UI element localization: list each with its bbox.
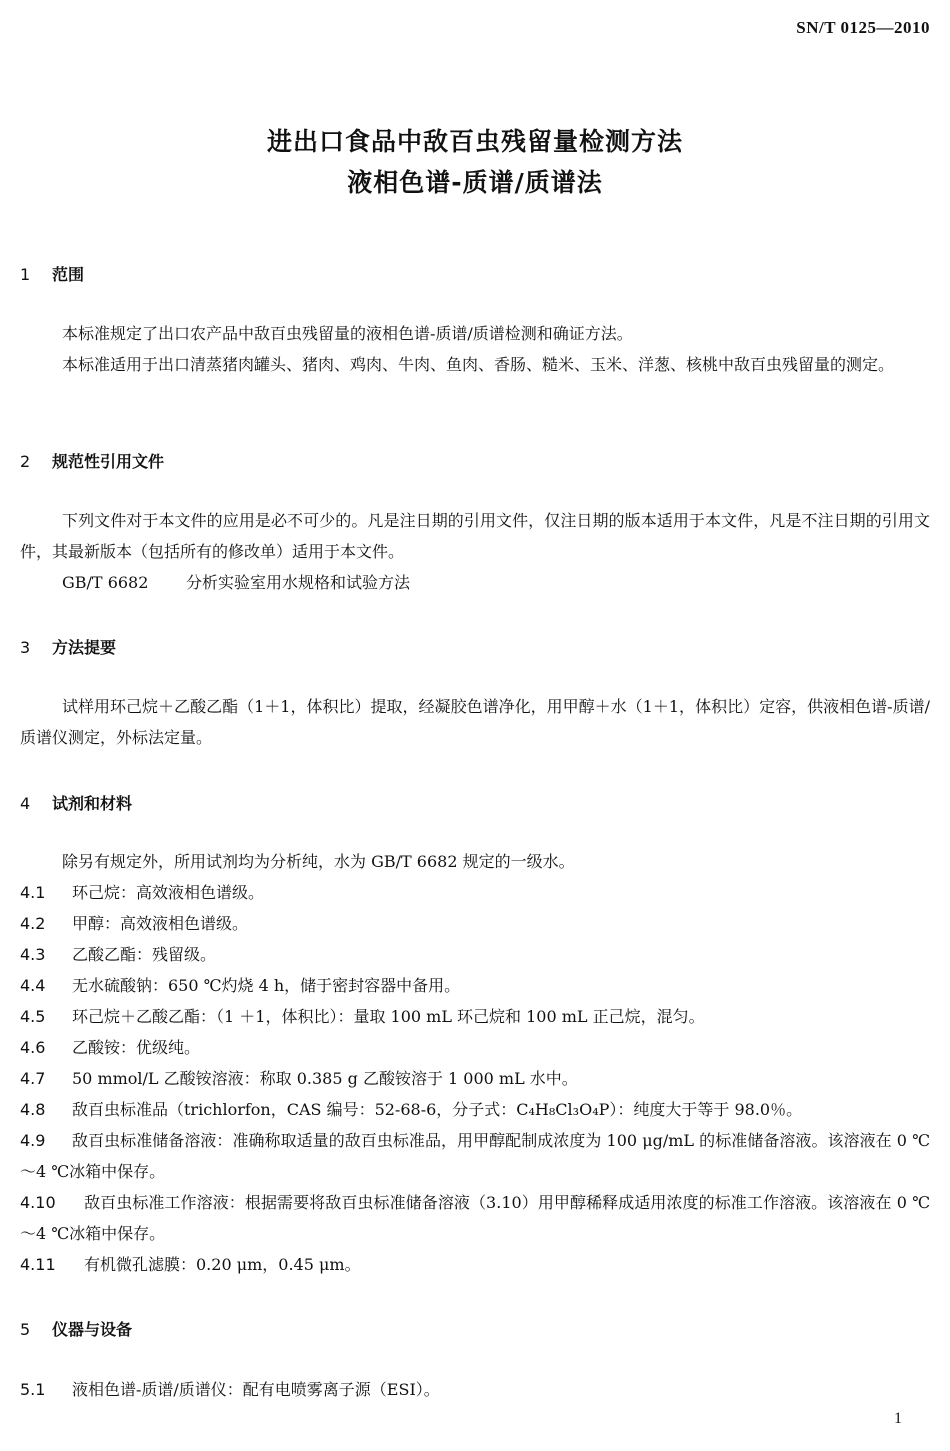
clause-number: 4.1 <box>20 883 46 902</box>
clause-4-11 <box>20 1249 930 1280</box>
clause-text: 甲醇：高效液相色谱级。 <box>72 914 249 933</box>
clause-number: 4.8 <box>20 1100 46 1119</box>
clause-text: 乙酸铵：优级纯。 <box>72 1038 201 1057</box>
paragraph: 本标准规定了出口农产品中敌百虫残留量的液相色谱-质谱/质谱检测和确证方法。 <box>62 324 633 343</box>
clause-number: 4.9 <box>20 1131 46 1150</box>
section-number: 5 <box>20 1320 31 1339</box>
clause-text: 乙酸乙酯：残留级。 <box>72 945 217 964</box>
paragraph: 本标准适用于出口清蒸猪肉罐头、猪肉、鸡肉、牛肉、鱼肉、香肠、糙米、玉米、洋葱、核桃中敌百虫残留量的测定。 <box>62 355 895 374</box>
clause-4-5 <box>20 1001 930 1032</box>
section-title: 试剂和材料 <box>52 794 133 813</box>
clause-text: 敌百虫标准品（trichlorfon，CAS 编号：52-68-6，分子式：C₄H₈Cl₃O₄P）：纯度大于等于 98.0％。 <box>72 1100 803 1119</box>
section-heading-2 <box>20 449 164 472</box>
section-title: 仪器与设备 <box>52 1320 133 1339</box>
clause-number: 4.3 <box>20 945 46 964</box>
document-title-line1: 进出口食品中敌百虫残留量检测方法 <box>266 127 683 156</box>
clause-4-10 <box>20 1187 930 1249</box>
clause-text: 环己烷＋乙酸乙酯：（1 ＋1，体积比）：量取 100 mL 环己烷和 100 mL 正己烷，混匀。 <box>72 1007 705 1026</box>
clause-4-4 <box>20 970 930 1001</box>
clause-4-6 <box>20 1032 930 1063</box>
clause-text: 液相色谱-质谱/质谱仪：配有电喷雾离子源（ESI）。 <box>72 1380 440 1399</box>
clause-4-2 <box>20 908 930 939</box>
clause-text: 50 mmol/L 乙酸铵溶液：称取 0.385 g 乙酸铵溶于 1 000 mL 水中。 <box>72 1069 578 1088</box>
clause-number: 5.1 <box>20 1380 46 1399</box>
document-title-line2: 液相色谱-质谱/质谱法 <box>347 168 603 197</box>
paragraph: 试样用环己烷＋乙酸乙酯（1＋1，体积比）提取，经凝胶色谱净化，用甲醇＋水（1＋1，体积比）定容，供液相色谱-质谱/质谱仪测定，外标法定量。 <box>20 697 930 747</box>
section-title: 方法提要 <box>52 638 117 657</box>
section-number: 4 <box>20 794 31 813</box>
clause-number: 4.10 <box>20 1193 56 1212</box>
section-title: 范围 <box>52 265 85 284</box>
clause-4-7 <box>20 1063 930 1094</box>
clause-number: 4.11 <box>20 1255 56 1274</box>
section-number: 2 <box>20 452 31 471</box>
section-heading-4 <box>20 791 132 814</box>
section-heading-1 <box>20 262 84 285</box>
section-number: 3 <box>20 638 31 657</box>
standard-code: SN/T 0125—2010 <box>796 18 930 37</box>
clause-number: 4.6 <box>20 1038 46 1057</box>
clause-text: 无水硫酸钠：650 ℃灼烧 4 h，储于密封容器中备用。 <box>72 976 461 995</box>
normative-reference <box>20 567 930 598</box>
clause-text: 敌百虫标准储备溶液：准确称取适量的敌百虫标准品，用甲醇配制成浓度为 100 μg/mL 的标准储备溶液。该溶液在 0 ℃～4 ℃冰箱中保存。 <box>20 1131 930 1181</box>
section-number: 1 <box>20 265 31 284</box>
reference-title: 分析实验室用水规格和试验方法 <box>186 573 411 592</box>
clause-number: 4.4 <box>20 976 46 995</box>
clause-number: 4.5 <box>20 1007 46 1026</box>
clause-5-1 <box>20 1374 930 1405</box>
section-heading-3 <box>20 635 116 658</box>
clause-number: 4.7 <box>20 1069 46 1088</box>
section-title: 规范性引用文件 <box>52 452 165 471</box>
paragraph: 下列文件对于本文件的应用是必不可少的。凡是注日期的引用文件，仅注日期的版本适用于本文件，凡是不注日期的引用文件，其最新版本（包括所有的修改单）适用于本文件。 <box>20 511 930 561</box>
reference-code: GB/T 6682 <box>62 573 149 592</box>
clause-4-8 <box>20 1094 930 1125</box>
section-heading-5 <box>20 1317 132 1340</box>
paragraph: 除另有规定外，所用试剂均为分析纯，水为 GB/T 6682 规定的一级水。 <box>62 852 575 871</box>
clause-text: 环己烷：高效液相色谱级。 <box>72 883 265 902</box>
clause-4-3 <box>20 939 930 970</box>
clause-text: 有机微孔滤膜：0.20 μm，0.45 μm。 <box>84 1255 361 1274</box>
clause-4-9 <box>20 1125 930 1187</box>
clause-text: 敌百虫标准工作溶液：根据需要将敌百虫标准储备溶液（3.10）用甲醇稀释成适用浓度的标准工作溶液。该溶液在 0 ℃～4 ℃冰箱中保存。 <box>20 1193 930 1243</box>
clause-4-1 <box>20 877 930 908</box>
clause-number: 4.2 <box>20 914 46 933</box>
page-number: 1 <box>894 1410 902 1427</box>
